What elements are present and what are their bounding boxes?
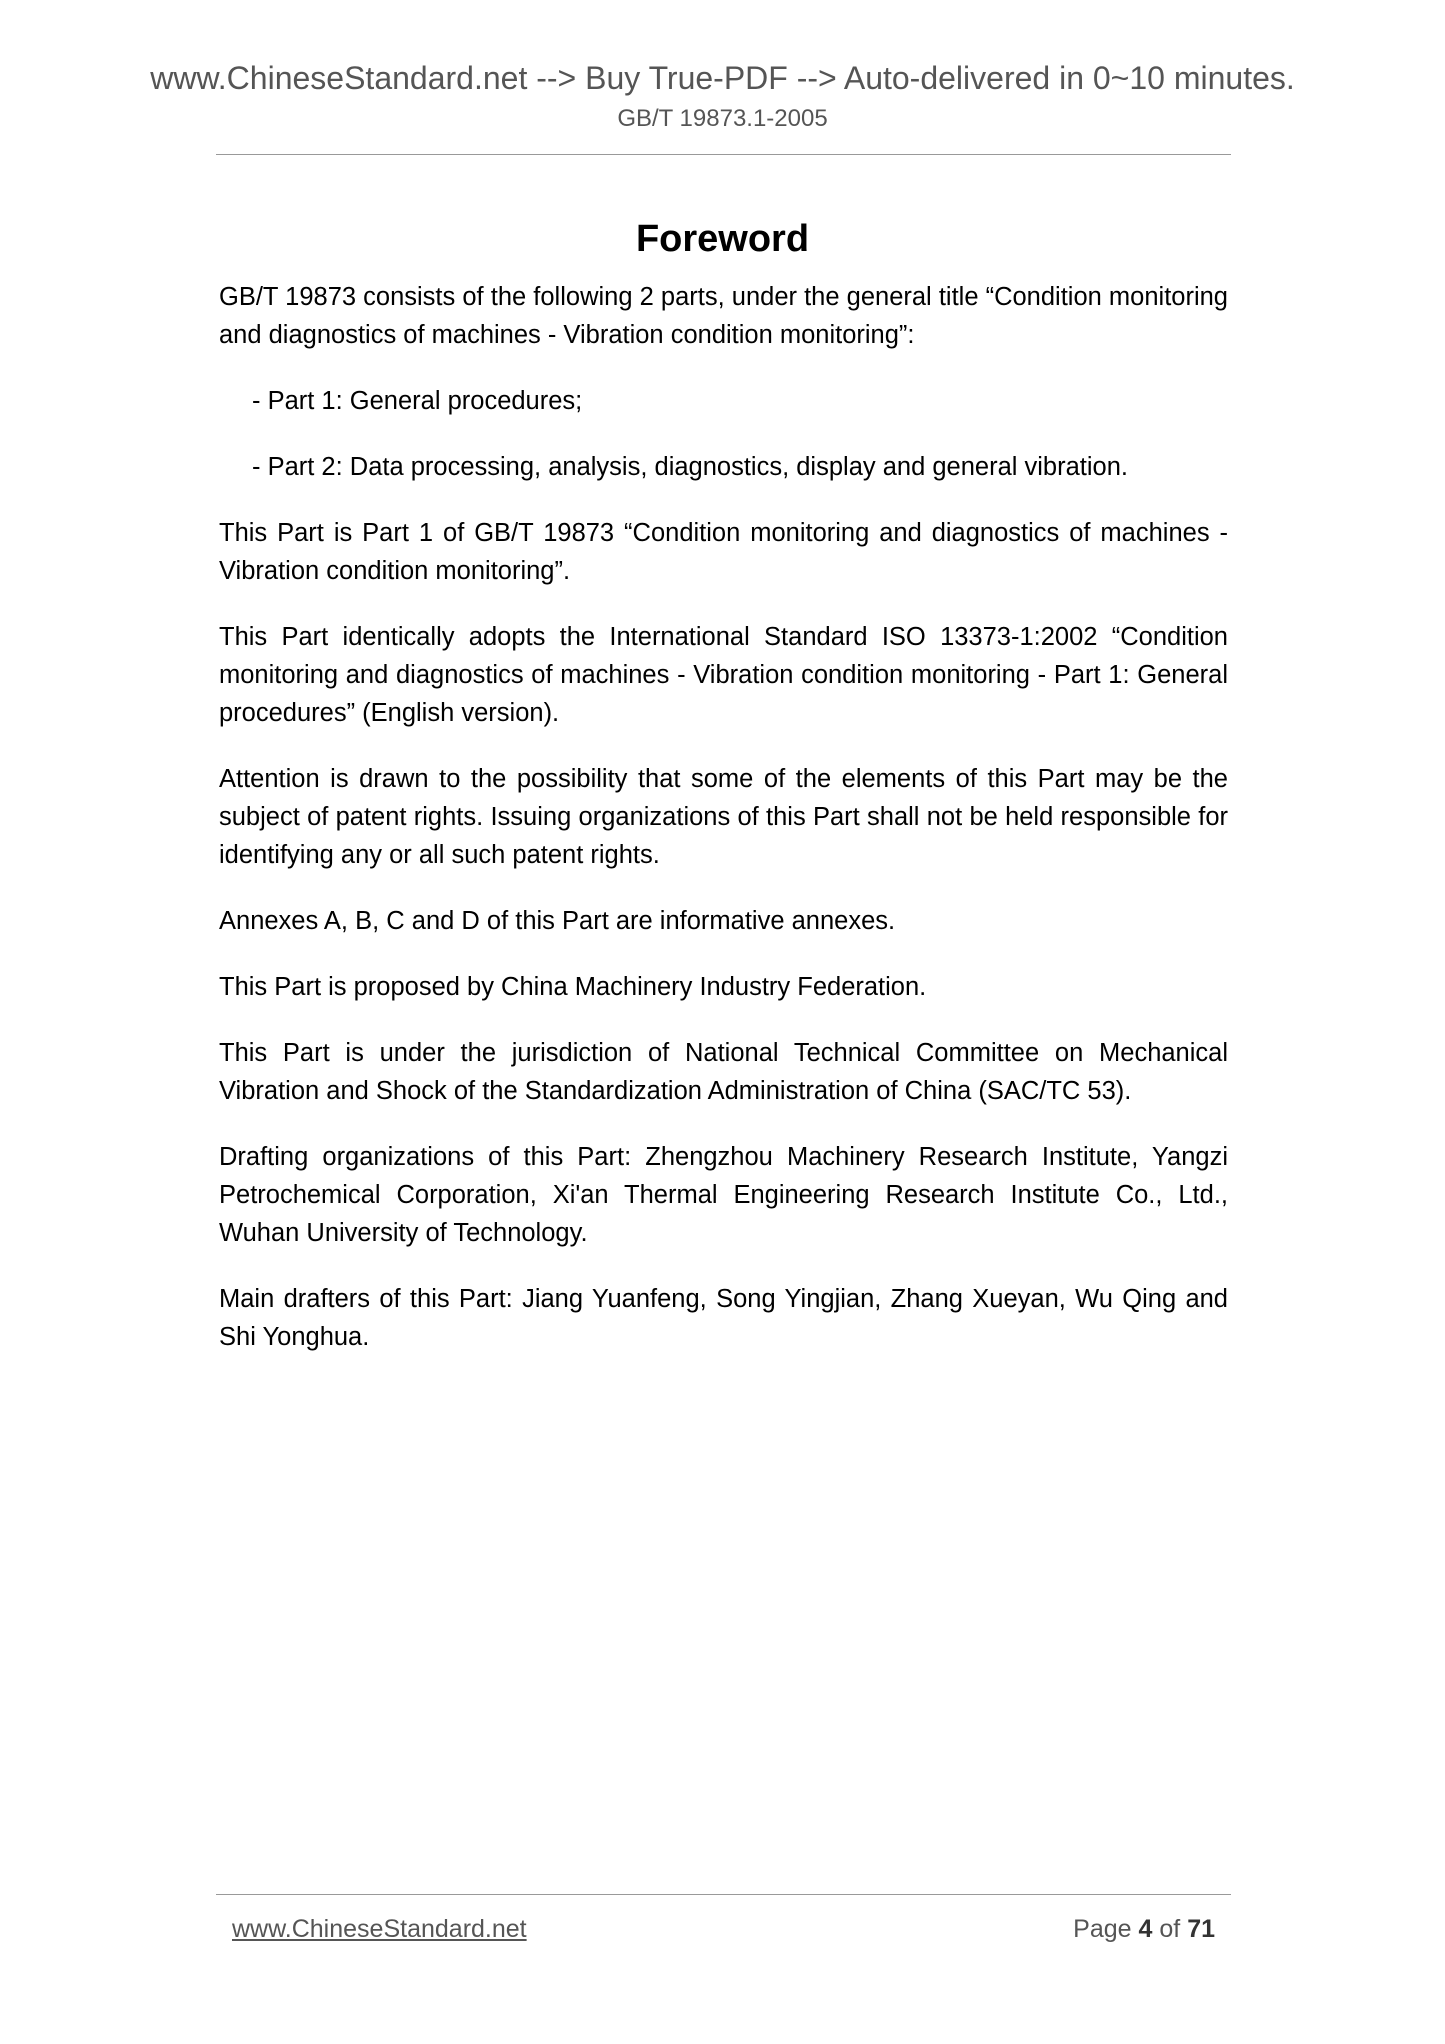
page-current: 4 <box>1138 1915 1153 1943</box>
page-label: Page <box>1073 1915 1132 1943</box>
page-of-label: of <box>1159 1915 1181 1943</box>
footer-divider <box>216 1894 1231 1895</box>
paragraph-main-drafters: Main drafters of this Part: Jiang Yuanfeng, Song Yingjian, Zhang Xueyan, Wu Qing and Shi Yonghua. <box>219 1285 1228 1351</box>
paragraph-part-1-statement: This Part is Part 1 of GB/T 19873 “Condition monitoring and diagnostics of machines - Vibration condition monitoring”. <box>219 519 1228 585</box>
footer-site-link[interactable]: www.ChineseStandard.net <box>232 1915 527 1943</box>
header-divider <box>216 154 1231 155</box>
foreword-body <box>219 278 1228 1384</box>
paragraph-parts-intro: GB/T 19873 consists of the following 2 parts, under the general title “Condition monitoring and diagnostics of machines - Vibration condition monitoring”: <box>219 283 1228 349</box>
paragraph-patent-notice: Attention is drawn to the possibility that some of the elements of this Part may be the subject of patent rights. Issuing organizations of this Part shall not be held responsible for identifying any or all such patent rights. <box>219 765 1228 869</box>
paragraph-annexes: Annexes A, B, C and D of this Part are informative annexes. <box>219 907 896 935</box>
list-item-part-2: - Part 2: Data processing, analysis, diagnostics, display and general vibration. <box>252 453 1128 481</box>
page-number <box>1073 1912 1215 1946</box>
page-title: Foreword <box>635 218 810 261</box>
paragraph-iso-adoption: This Part identically adopts the International Standard ISO 13373-1:2002 “Condition monitoring and diagnostics of machines - Vibration condition monitoring - Part 1: General procedures” (English version). <box>219 623 1228 727</box>
list-item-part-1: - Part 1: General procedures; <box>252 387 583 415</box>
paragraph-proposed-by: This Part is proposed by China Machinery Industry Federation. <box>219 973 927 1001</box>
document-code: GB/T 19873.1-2005 <box>617 105 828 132</box>
site-banner: www.ChineseStandard.net --> Buy True-PDF --> Auto-delivered in 0~10 minutes. <box>150 60 1295 96</box>
page-total: 71 <box>1187 1915 1215 1943</box>
paragraph-jurisdiction: This Part is under the jurisdiction of National Technical Committee on Mechanical Vibration and Shock of the Standardization Administration of China (SAC/TC 53). <box>219 1039 1228 1105</box>
paragraph-drafting-organizations: Drafting organizations of this Part: Zhengzhou Machinery Research Institute, Yangzi Petrochemical Corporation, Xi'an Thermal Engineering Research Institute Co., Ltd., Wuhan University of Technology. <box>219 1143 1228 1247</box>
